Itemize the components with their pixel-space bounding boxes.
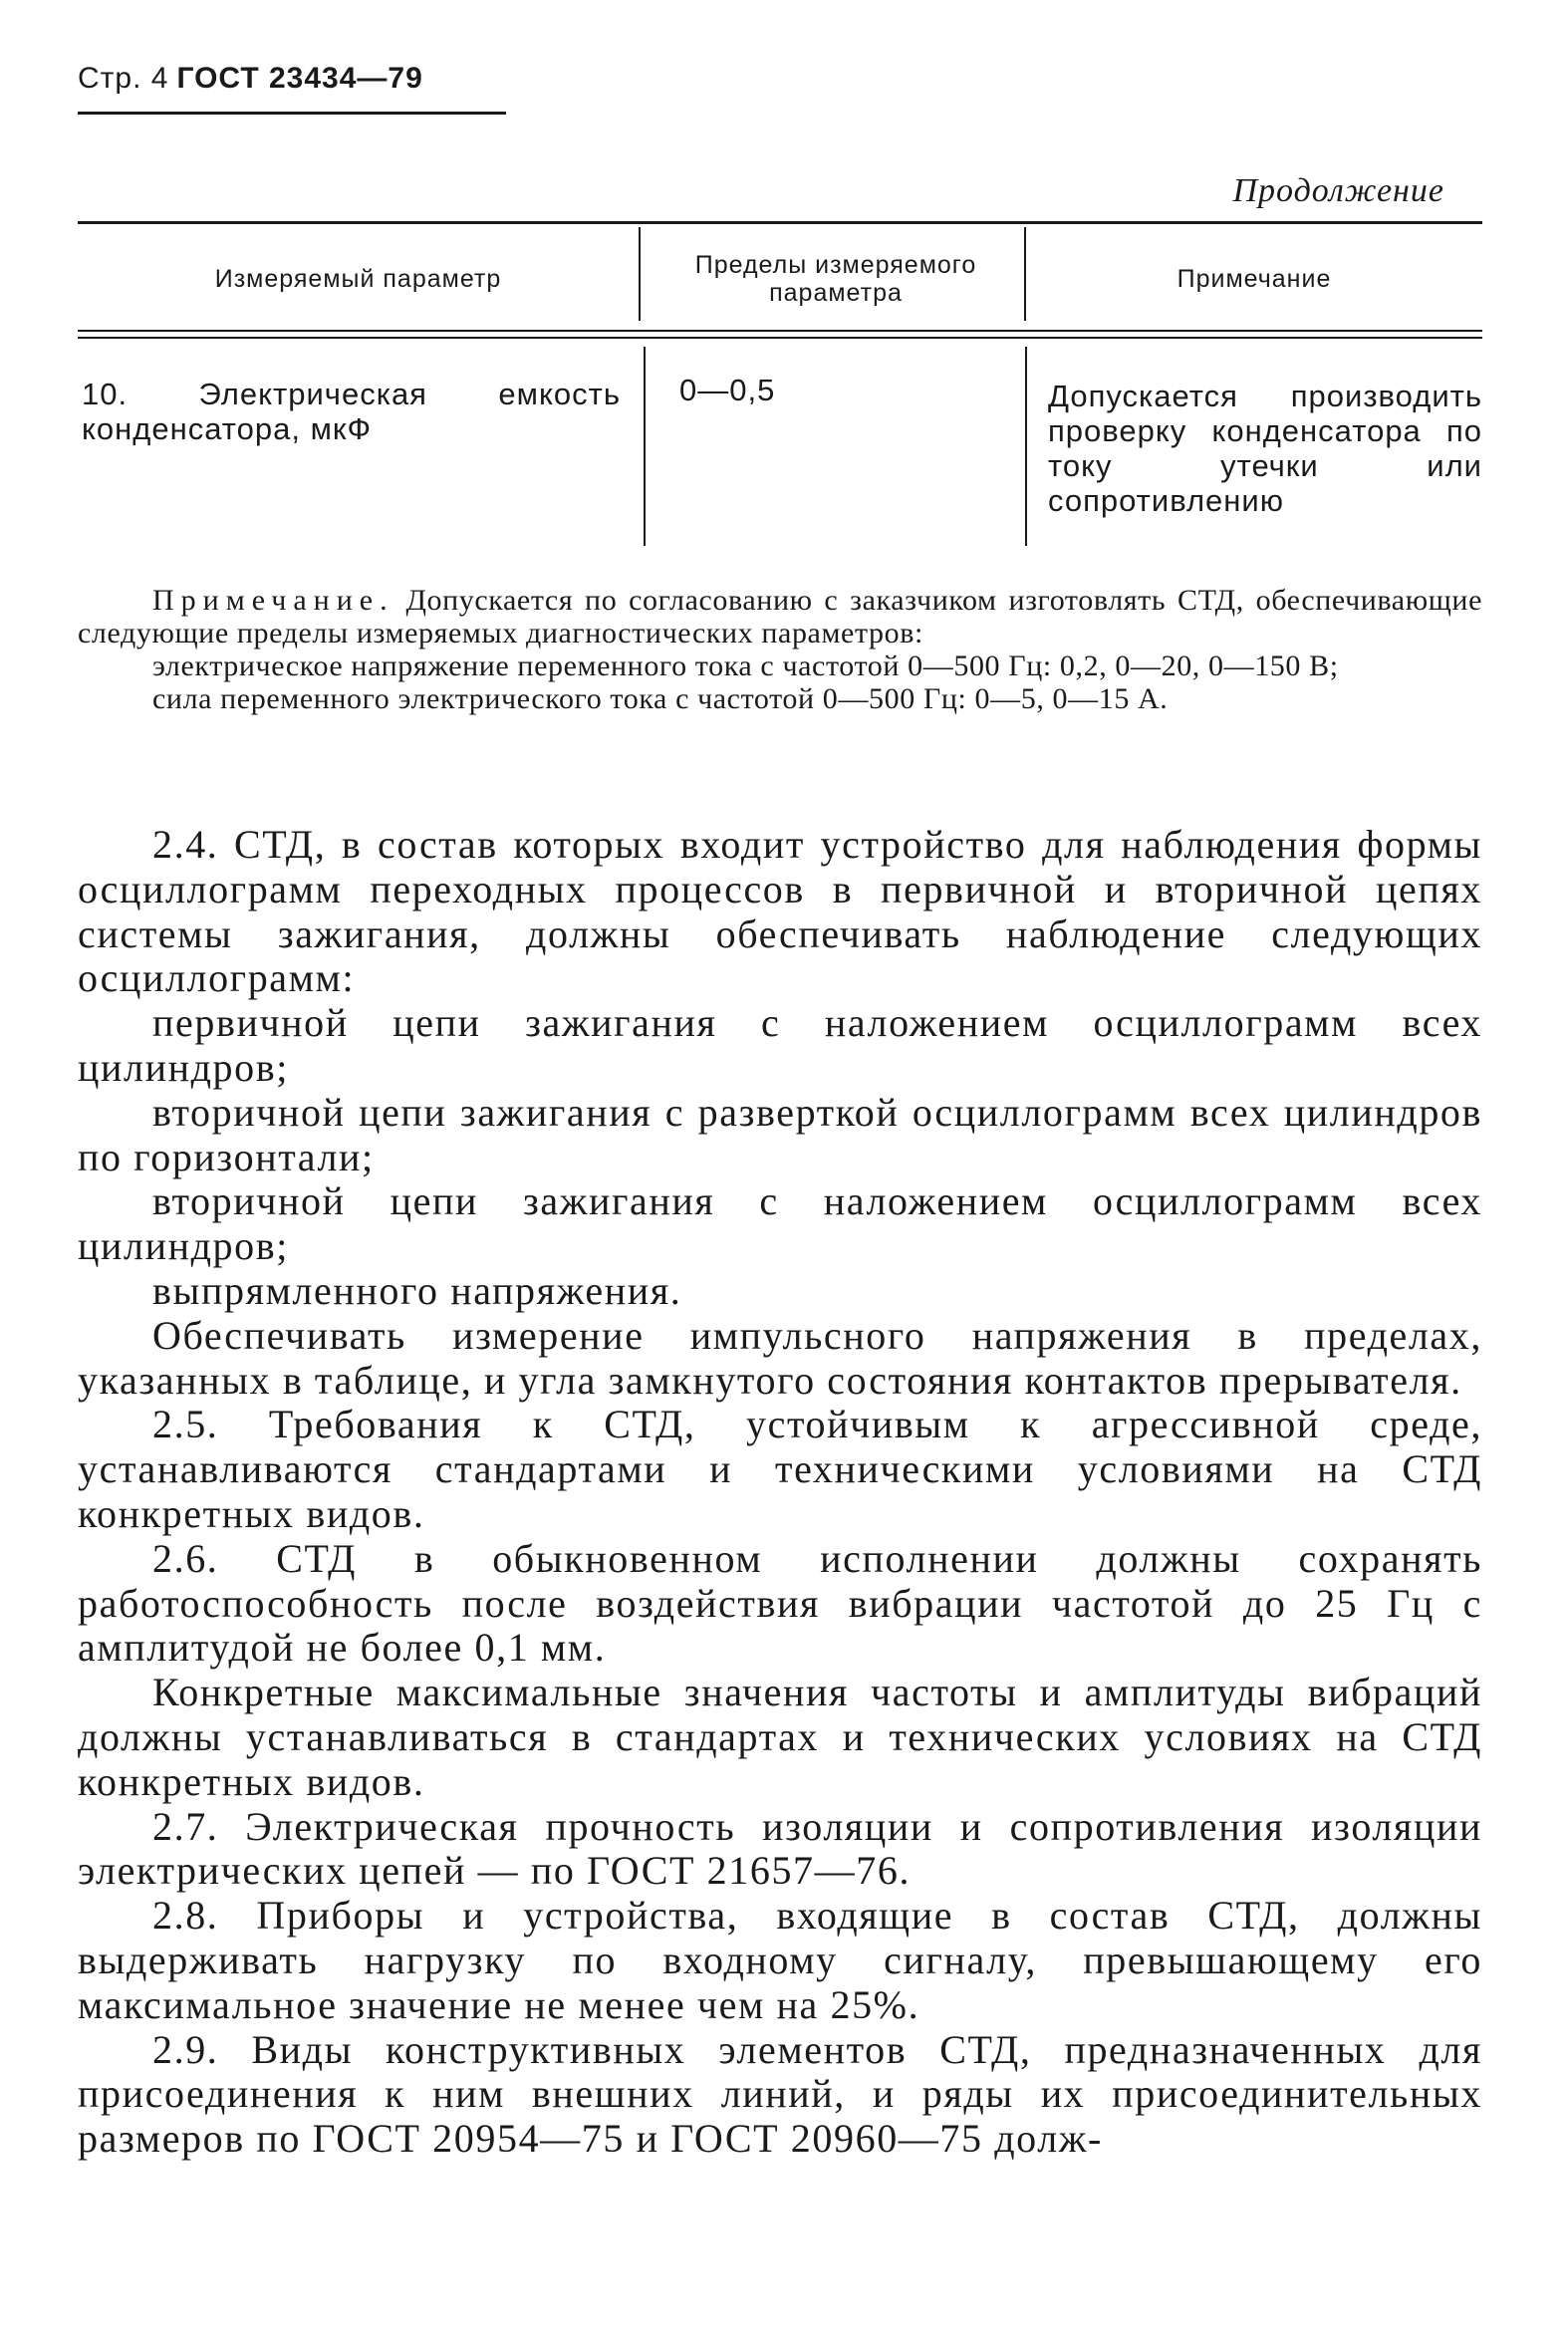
standard-number: ГОСТ 23434—79: [176, 62, 423, 95]
table-column-divider: [1025, 347, 1027, 546]
list-item: выпрямленного напряжения.: [152, 1267, 682, 1313]
table-header-rule-double: [78, 337, 1482, 339]
table-column-divider: [644, 347, 646, 546]
page-number: Стр. 4: [78, 62, 169, 95]
table-cell-limits: 0—0,5: [679, 373, 776, 407]
paragraph: Конкретные максимальные значения частоты и амплитуды вибраций должны устанавливаться в стандартах и технических условиях на СТД конкретных видов.: [78, 1670, 1482, 1804]
paragraph-2-7: 2.7. Электрическая прочность изоляции и сопротивления изоляции электрических цепей — по ГОСТ 21657—76.: [78, 1803, 1482, 1894]
list-item: вторичной цепи зажигания с разверткой осциллограмм всех цилиндров по горизонтали;: [78, 1089, 1482, 1179]
note-text: Допускается по согласованию с заказчиком изготовлять СТД, обеспечивающие следующие пределы измеряемых диагностических параметров:: [78, 584, 1482, 649]
body-text: [78, 823, 1482, 2162]
table-cell-remark: Допускается производить проверку конденсатора по току утечки или сопротивлению: [1048, 379, 1482, 518]
note-item: сила переменного электрического тока с частотой 0—500 Гц: 0—5, 0—15 А.: [152, 682, 1169, 715]
list-item: первичной цепи зажигания с наложением осциллограмм всех цилиндров;: [78, 1000, 1482, 1090]
list-item: вторичной цепи зажигания с наложением осциллограмм всех цилиндров;: [78, 1178, 1482, 1269]
paragraph: Обеспечивать измерение импульсного напряжения в пределах, указанных в таблице, и угла замкнутого состояния контактов прерывателя.: [78, 1312, 1482, 1403]
table-top-rule: [78, 221, 1482, 224]
parameters-table: [78, 221, 1482, 550]
continuation-label: Продолжение: [1232, 172, 1444, 209]
paragraph-2-5: 2.5. Требования к СТД, устойчивым к агрессивной среде, устанавливаются стандартами и техническими условиями на СТД конкретных видов.: [78, 1402, 1482, 1536]
paragraph-2-9: 2.9. Виды конструктивных элементов СТД, предназначенных для присоединения к ним внешних линий, и ряды их присоединительных размеров по ГОСТ 20954—75 и ГОСТ 20960—75 долж-: [78, 2026, 1482, 2162]
column-header-parameter: Измеряемый параметр: [214, 265, 502, 293]
column-header-limits: Пределы измеряемого параметра: [694, 251, 977, 307]
table-note: [78, 584, 1482, 715]
page-header: [78, 62, 423, 96]
paragraph-2-4: 2.4. СТД, в состав которых входит устройство для наблюдения формы осциллограмм переходных процессов в первичной и вторичной цепях системы зажигания, должны обеспечивать наблюдение следующих осциллограмм:: [78, 822, 1482, 1001]
table-header-rule: [78, 330, 1482, 332]
table-cell-parameter: 10. Электрическая емкость конденсатора, мкФ: [82, 377, 621, 446]
column-header-remark: Примечание: [1176, 265, 1332, 293]
note-label: Примечание.: [152, 584, 394, 617]
paragraph-2-6: 2.6. СТД в обыкновенном исполнении должны сохранять работоспособность после воздействия вибрации частотой до 25 Гц с амплитудой не более 0,1 мм.: [78, 1535, 1482, 1671]
table-column-divider: [639, 227, 641, 321]
paragraph-2-8: 2.8. Приборы и устройства, входящие в состав СТД, должны выдерживать нагрузку по входному сигналу, превышающему его максимальное значение не менее чем на 25%.: [78, 1893, 1482, 2027]
header-rule: [78, 112, 506, 115]
note-item: электрическое напряжение переменного тока с частотой 0—500 Гц: 0,2, 0—20, 0—150 В;: [152, 649, 1339, 682]
